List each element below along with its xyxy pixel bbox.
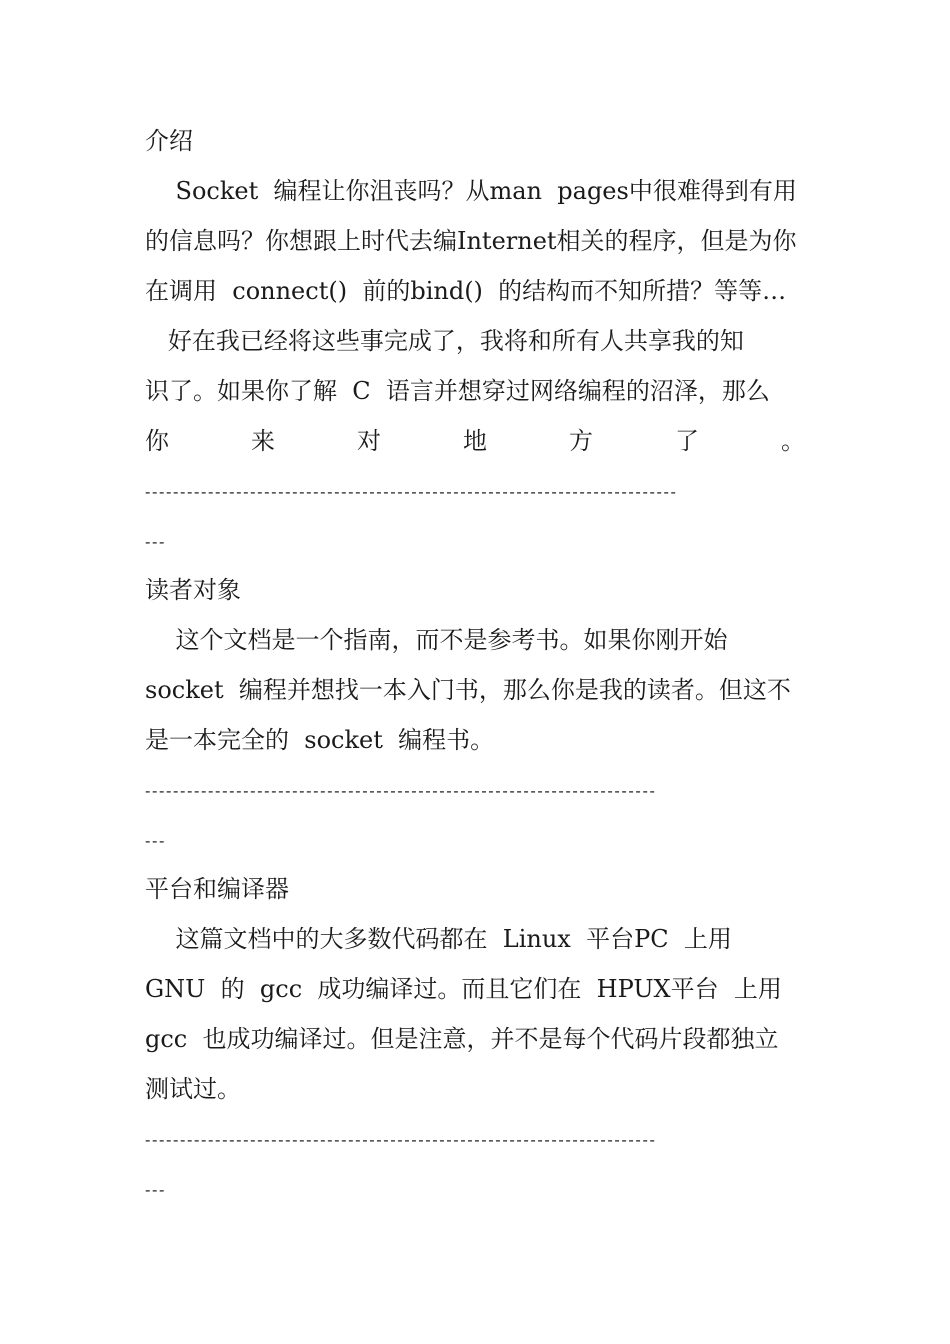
separator-tail: ---	[145, 532, 167, 551]
paragraph-line: 好在我已经将这些事完成了，我将和所有人共享我的知	[145, 327, 744, 355]
paragraph-line: 这个文档是一个指南，而不是参考书。如果你刚开始	[145, 626, 728, 654]
justified-char: 来	[251, 427, 275, 455]
separator-line: -------------------------------------------------------------------------	[145, 781, 657, 800]
justified-line	[145, 426, 805, 456]
separator-tail: ---	[145, 1180, 167, 1199]
paragraph-line: Socket 编程让你沮丧吗？从man pages中很难得到有用	[145, 177, 797, 205]
paragraph-line: 在调用 connect() 前的bind() 的结构而不知所措？等等…	[145, 277, 787, 305]
paragraph-line: socket 编程并想找一本入门书，那么你是我的读者。但这不	[145, 676, 791, 704]
separator-line: ----------------------------------------------------------------------------	[145, 482, 678, 501]
paragraph-line: 这篇文档中的大多数代码都在 Linux 平台PC 上用	[145, 925, 732, 953]
paragraph-line: 识了。如果你了解 C 语言并想穿过网络编程的沼泽，那么	[145, 377, 770, 405]
justified-char: 。	[781, 427, 805, 455]
justified-char: 了	[675, 427, 699, 455]
section-heading-audience: 读者对象	[145, 576, 241, 604]
paragraph-line: 是一本完全的 socket 编程书。	[145, 726, 495, 754]
section-heading-platform: 平台和编译器	[145, 875, 289, 903]
justified-char: 地	[463, 427, 487, 455]
paragraph-line: GNU 的 gcc 成功编译过。而且它们在 HPUX平台 上用	[145, 975, 782, 1003]
paragraph-line: gcc 也成功编译过。但是注意，并不是每个代码片段都独立	[145, 1025, 779, 1053]
justified-char: 方	[569, 427, 593, 455]
justified-char: 你	[145, 427, 169, 455]
separator-line: -------------------------------------------------------------------------	[145, 1130, 657, 1149]
paragraph-line: 测试过。	[145, 1075, 241, 1103]
justified-char: 对	[357, 427, 381, 455]
section-heading-intro: 介绍	[145, 127, 193, 155]
paragraph-line: 的信息吗？你想跟上时代去编Internet相关的程序，但是为你	[145, 227, 797, 255]
separator-tail: ---	[145, 831, 167, 850]
